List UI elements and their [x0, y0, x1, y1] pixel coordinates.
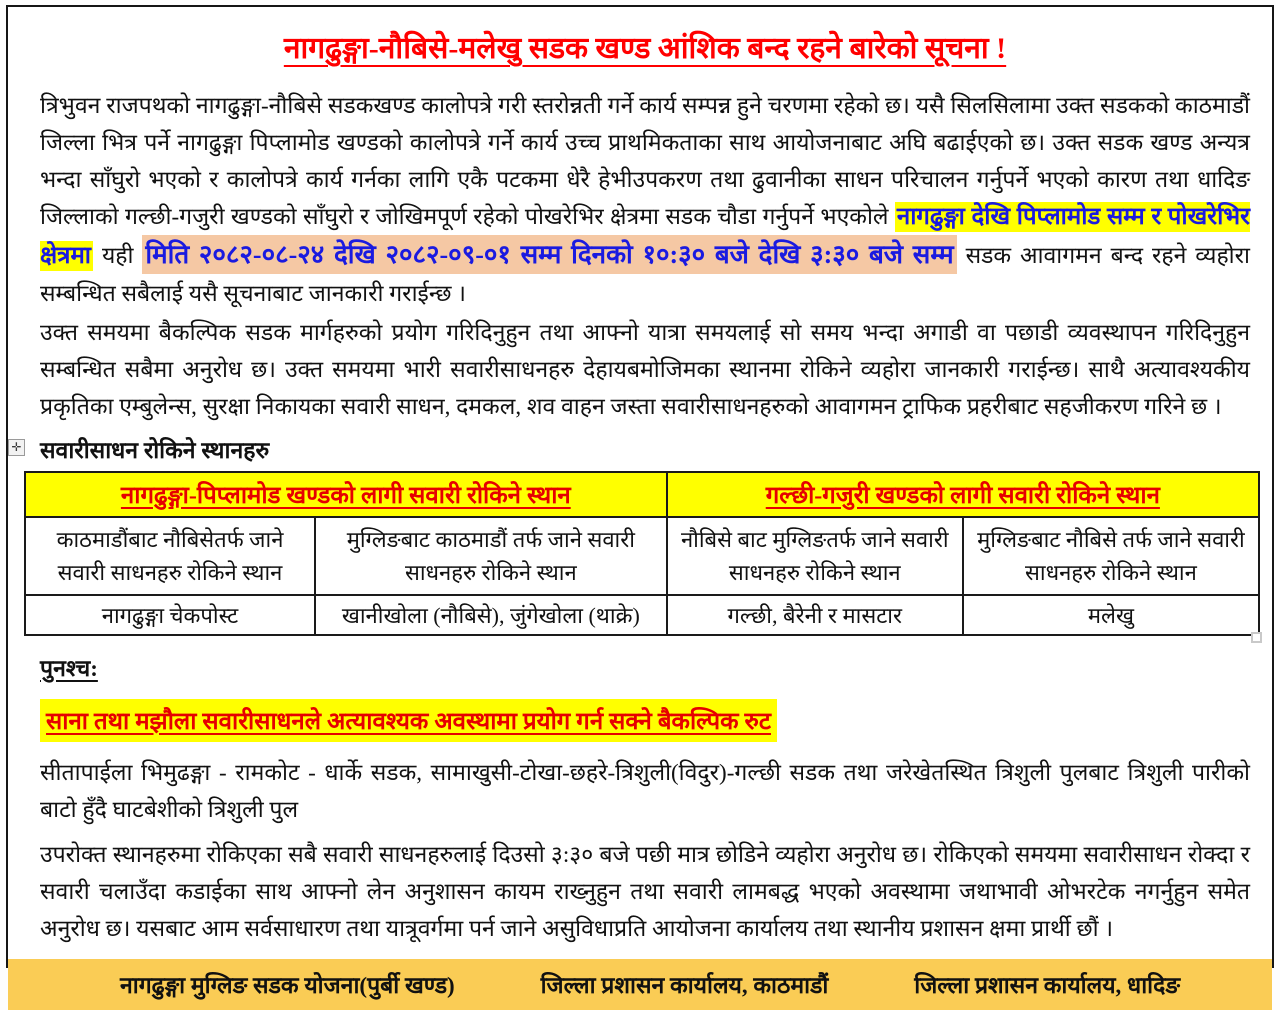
footer-org-kathmandu: जिल्ला प्रशासन कार्यालय, काठमाडौं: [540, 973, 829, 998]
closing-paragraph: उपरोक्त स्थानहरुमा रोकिएका सबै सवारी साधनहरुलाई दिउसो ३:३० बजे पछी मात्र छोडिने व्यहोरा अनुरोध छ। रोकिएको समयमा सवारीसाधन रोक्दा र सवारी चलाउँदा कडाईका साथ आफ्नो लेन अनुशासन कायम राख्नुहुन तथा सवारी लामबद्ध भएको अवस्थामा जथाभावी ओभरटेक नगर्नुहुन समेत अनुरोध छ। यसबाट आम सर्वसाधारण तथा यात्रूवर्गमा पर्न जाने असुविधाप्रति आयोजना कार्यालय तथा स्थानीय प्रशासन क्षमा प्रार्थी छौं ।: [40, 841, 1250, 941]
table-resize-handle[interactable]: [1251, 632, 1262, 643]
postscript-label: पुनश्च:: [40, 655, 98, 681]
closure-area-highlight: नागढुङ्गा देखि पिप्लामोड सम्म र पोखरेभिर क्षेत्रमा: [40, 203, 1250, 269]
table-stops-row: [25, 595, 1259, 635]
footer-org-project: नागढुङ्गा मुग्लिङ सडक योजना(पुर्बी खण्ड): [120, 973, 455, 998]
intro-text-after: सडक आवागमन बन्द रहने व्यहोरा सम्बन्धित सबैलाई यसै सूचनाबाट जानकारी गराईन्छ ।: [40, 242, 1250, 306]
table-move-handle-icon[interactable]: ✛: [8, 439, 25, 456]
direction-header-cell: मुग्लिङबाट काठमाडौं तर्फ जाने सवारी साधनहरु रोकिने स्थान: [315, 517, 667, 595]
direction-header-cell: मुग्लिङबाट नौबिसे तर्फ जाने सवारी साधनहरु रोकिने स्थान: [963, 517, 1259, 595]
alt-route-paragraph: सीतापाईला भिमुढङ्गा - रामकोट - धार्के सडक, सामाखुसी-टोखा-छहरे-त्रिशुली(विदुर)-गल्छी सडक तथा जरेखेतस्थित त्रिशुली पुलबाट त्रिशुली पारीको बाटो हुँदै घाटबेशीको त्रिशुली पुल: [40, 759, 1250, 822]
intro-paragraph: [40, 87, 1250, 312]
table-section-header-row: [25, 472, 1259, 517]
notice-document-page: [6, 5, 1274, 998]
stop-location-cell: नागढुङ्गा चेकपोस्ट: [25, 595, 315, 635]
table-direction-header-row: [25, 517, 1259, 595]
stops-heading: सवारीसाधन रोकिने स्थानहरु: [40, 437, 270, 463]
page-title: नागढुङ्गा-नौबिसे-मलेखु सडक खण्ड आंशिक बन्द रहने बारेको सूचना !: [283, 32, 1007, 65]
section-header-cell: गल्छी-गजुरी खण्डको लागी सवारी रोकिने स्थान: [667, 472, 1259, 517]
footer-organizations-bar: [8, 959, 1272, 1010]
closure-dates-highlight: मिति २०८२-०८-२४ देखि २०८२-०९-०१ सम्म दिनको १०:३० बजे देखि ३:३० बजे सम्म: [142, 235, 956, 274]
advisory-paragraph: उक्त समयमा बैकल्पिक सडक मार्गहरुको प्रयोग गरिदिनुहुन तथा आफ्नो यात्रा समयलाई सो समय भन्दा अगाडी वा पछाडी व्यवस्थापन गरिदिनुहुन सम्बन्धित सबैमा अनुरोध छ। उक्त समयमा भारी सवारीसाधनहरु देहायबमोजिमका स्थानमा रोकिने व्यहोरा जानकारी गराईन्छ। साथै अत्यावश्यकीय प्रकृतिका एम्बुलेन्स, सुरक्षा निकायका सवारी साधन, दमकल, शव वाहन जस्ता सवारीसाधनहरुको आवागमन ट्राफिक प्रहरीबाट सहजीकरण गरिने छ ।: [40, 319, 1250, 419]
direction-header-cell: नौबिसे बाट मुग्लिङतर्फ जाने सवारी साधनहरु रोकिने स्थान: [667, 517, 963, 595]
stops-table: [24, 471, 1260, 636]
intro-text-before: त्रिभुवन राजपथको नागढुङ्गा-नौबिसे सडकखण्ड कालोपत्रे गरी स्तरोन्नती गर्ने कार्य सम्पन्न हुने चरणमा रहेको छ। यसै सिलसिलामा उक्त सडकको काठमाडौं जिल्ला भित्र पर्ने नागढुङ्गा पिप्लामोड खण्डको कालोपत्रे गर्ने कार्य उच्च प्राथमिकताका साथ आयोजनाबाट अघि बढाईएको छ। उक्त सडक खण्ड अन्यत्र भन्दा साँघुरो भएको र कालोपत्रे कार्य गर्नका लागि एकै पटकमा धेरै हेभीउपकरण तथा ढुवानीका साधन परिचालन गर्नुपर्ने भएको कारण तथा धादिङ जिल्लाको गल्छी-गजुरी खण्डको साँघुरो र जोखिमपूर्ण रहेको पोखरेभिर क्षेत्रमा सडक चौडा गर्नुपर्ने भएकोले: [40, 92, 1250, 229]
footer-org-dhading: जिल्ला प्रशासन कार्यालय, धादिङ: [914, 973, 1180, 998]
stop-location-cell: खानीखोला (नौबिसे), जुंगेखोला (थाक्रे): [315, 595, 667, 635]
section-header-cell: नागढुङ्गा-पिप्लामोड खण्डको लागी सवारी रोकिने स्थान: [25, 472, 667, 517]
alt-route-heading: साना तथा मझौला सवारीसाधनले अत्यावश्यक अवस्थामा प्रयोग गर्न सक्ने बैकल्पिक रुट: [40, 699, 777, 742]
intro-text-between: यही: [101, 242, 134, 268]
stop-location-cell: मलेखु: [963, 595, 1259, 635]
direction-header-cell: काठमाडौंबाट नौबिसेतर्फ जाने सवारी साधनहरु रोकिने स्थान: [25, 517, 315, 595]
stop-location-cell: गल्छी, बैरेनी र मासटार: [667, 595, 963, 635]
